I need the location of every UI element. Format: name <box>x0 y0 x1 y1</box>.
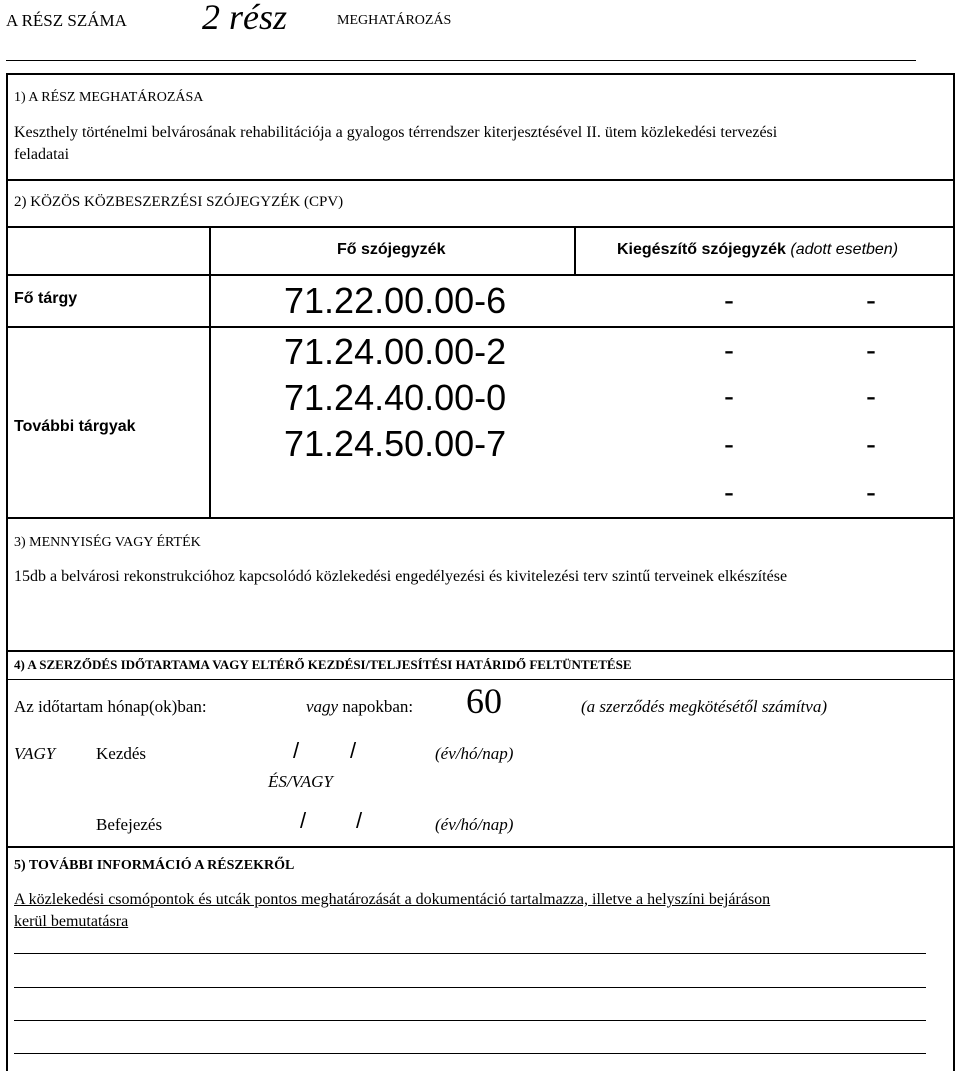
cpv-header-divider <box>6 274 955 276</box>
designation-label: MEGHATÁROZÁS <box>337 13 452 28</box>
frame-top <box>6 73 955 75</box>
start-slash-2: / <box>350 738 357 763</box>
vagy-label: VAGY <box>14 744 56 763</box>
section5-title: 5) TOVÁBBI INFORMÁCIÓ A RÉSZEKRŐL <box>14 858 295 873</box>
section1-text-line2: feladatai <box>14 146 70 163</box>
duration-months-label: Az időtartam hónap(ok)ban: <box>14 697 207 716</box>
header-underline <box>6 60 916 61</box>
other-supp-1a: - <box>724 334 734 367</box>
other-code-1: 71.24.00.00-2 <box>284 331 507 372</box>
end-label: Befejezés <box>96 815 163 834</box>
divider-1 <box>6 179 955 181</box>
other-subjects-label: További tárgyak <box>14 418 136 435</box>
start-label: Kezdés <box>96 744 147 763</box>
main-subject-code: 71.22.00.00-6 <box>284 280 507 321</box>
end-date-format: (év/hó/nap) <box>435 815 514 834</box>
other-supp-3a: - <box>724 428 734 461</box>
cpv-col-supp-label: Kiegészítő szójegyzék <box>617 241 786 258</box>
section1-title: 1) A RÉSZ MEGHATÁROZÁSA <box>14 90 204 105</box>
end-slash-2: / <box>356 808 363 833</box>
other-code-2: 71.24.40.00-0 <box>284 377 507 418</box>
part-number-label: A RÉSZ SZÁMA <box>6 11 127 30</box>
start-date-format: (év/hó/nap) <box>435 744 514 763</box>
divider-4 <box>6 650 955 652</box>
divider-2 <box>6 226 955 228</box>
section3-title: 3) MENNYISÉG VAGY ÉRTÉK <box>14 535 201 550</box>
cpv-col-supp-note: (adott esetben) <box>790 241 899 258</box>
section5-text-line1: A közlekedési csomópontok és utcák pontos meghatározását a dokumentáció tartalmazza, illetve a helyszíni bejáráson <box>14 891 771 908</box>
other-code-3: 71.24.50.00-7 <box>284 423 507 464</box>
other-supp-4a: - <box>724 476 734 509</box>
days-label: napokban: <box>342 697 414 716</box>
divider-5 <box>6 846 955 848</box>
main-subject-supp-1: - <box>724 284 734 317</box>
blank-line-1 <box>14 953 926 954</box>
section3-text: 15db a belvárosi rekonstrukcióhoz kapcsolódó közlekedési engedélyezési és kivitelezési terv szintű terveinek elkészítése <box>14 568 788 585</box>
other-supp-1b: - <box>866 334 876 367</box>
duration-days-label <box>306 697 413 717</box>
part-number-value: 2 rész <box>202 0 288 37</box>
other-supp-3b: - <box>866 428 876 461</box>
other-supp-2a: - <box>724 380 734 413</box>
duration-from-note: (a szerződés megkötésétől számítva) <box>581 697 827 716</box>
blank-line-4 <box>14 1053 926 1054</box>
end-slash-1: / <box>300 808 307 833</box>
cpv-col-divider-1 <box>209 226 211 518</box>
start-slash-1: / <box>293 738 300 763</box>
blank-line-2 <box>14 987 926 988</box>
section1-text-line1: Keszthely történelmi belvárosának rehabilitációja a gyalogos térrendszer kiterjesztésével II. ütem közlekedési tervezési <box>14 124 778 141</box>
main-subject-label: Fő tárgy <box>14 290 78 307</box>
frame-left <box>6 73 8 1071</box>
main-subject-supp-2: - <box>866 284 876 317</box>
or-word: vagy <box>306 697 339 716</box>
cpv-col-main-header: Fő szójegyzék <box>337 241 446 258</box>
and-or-label: ÉS/VAGY <box>268 772 333 791</box>
cpv-main-divider <box>6 326 955 328</box>
duration-days-value: 60 <box>466 681 502 721</box>
cpv-col-divider-2 <box>574 226 576 274</box>
section5-text-line2: kerül bemutatásra <box>14 913 129 930</box>
cpv-col-supp-header <box>617 241 898 259</box>
blank-line-3 <box>14 1020 926 1021</box>
frame-right <box>953 73 955 1071</box>
section4-title: 4) A SZERZŐDÉS IDŐTARTAMA VAGY ELTÉRŐ KEZDÉSI/TELJESÍTÉSI HATÁRIDŐ FELTÜNTETÉSE <box>14 657 632 672</box>
divider-3 <box>6 517 955 519</box>
other-supp-4b: - <box>866 476 876 509</box>
section2-title: 2) KÖZÖS KÖZBESZERZÉSI SZÓJEGYZÉK (CPV) <box>14 194 344 210</box>
other-supp-2b: - <box>866 380 876 413</box>
